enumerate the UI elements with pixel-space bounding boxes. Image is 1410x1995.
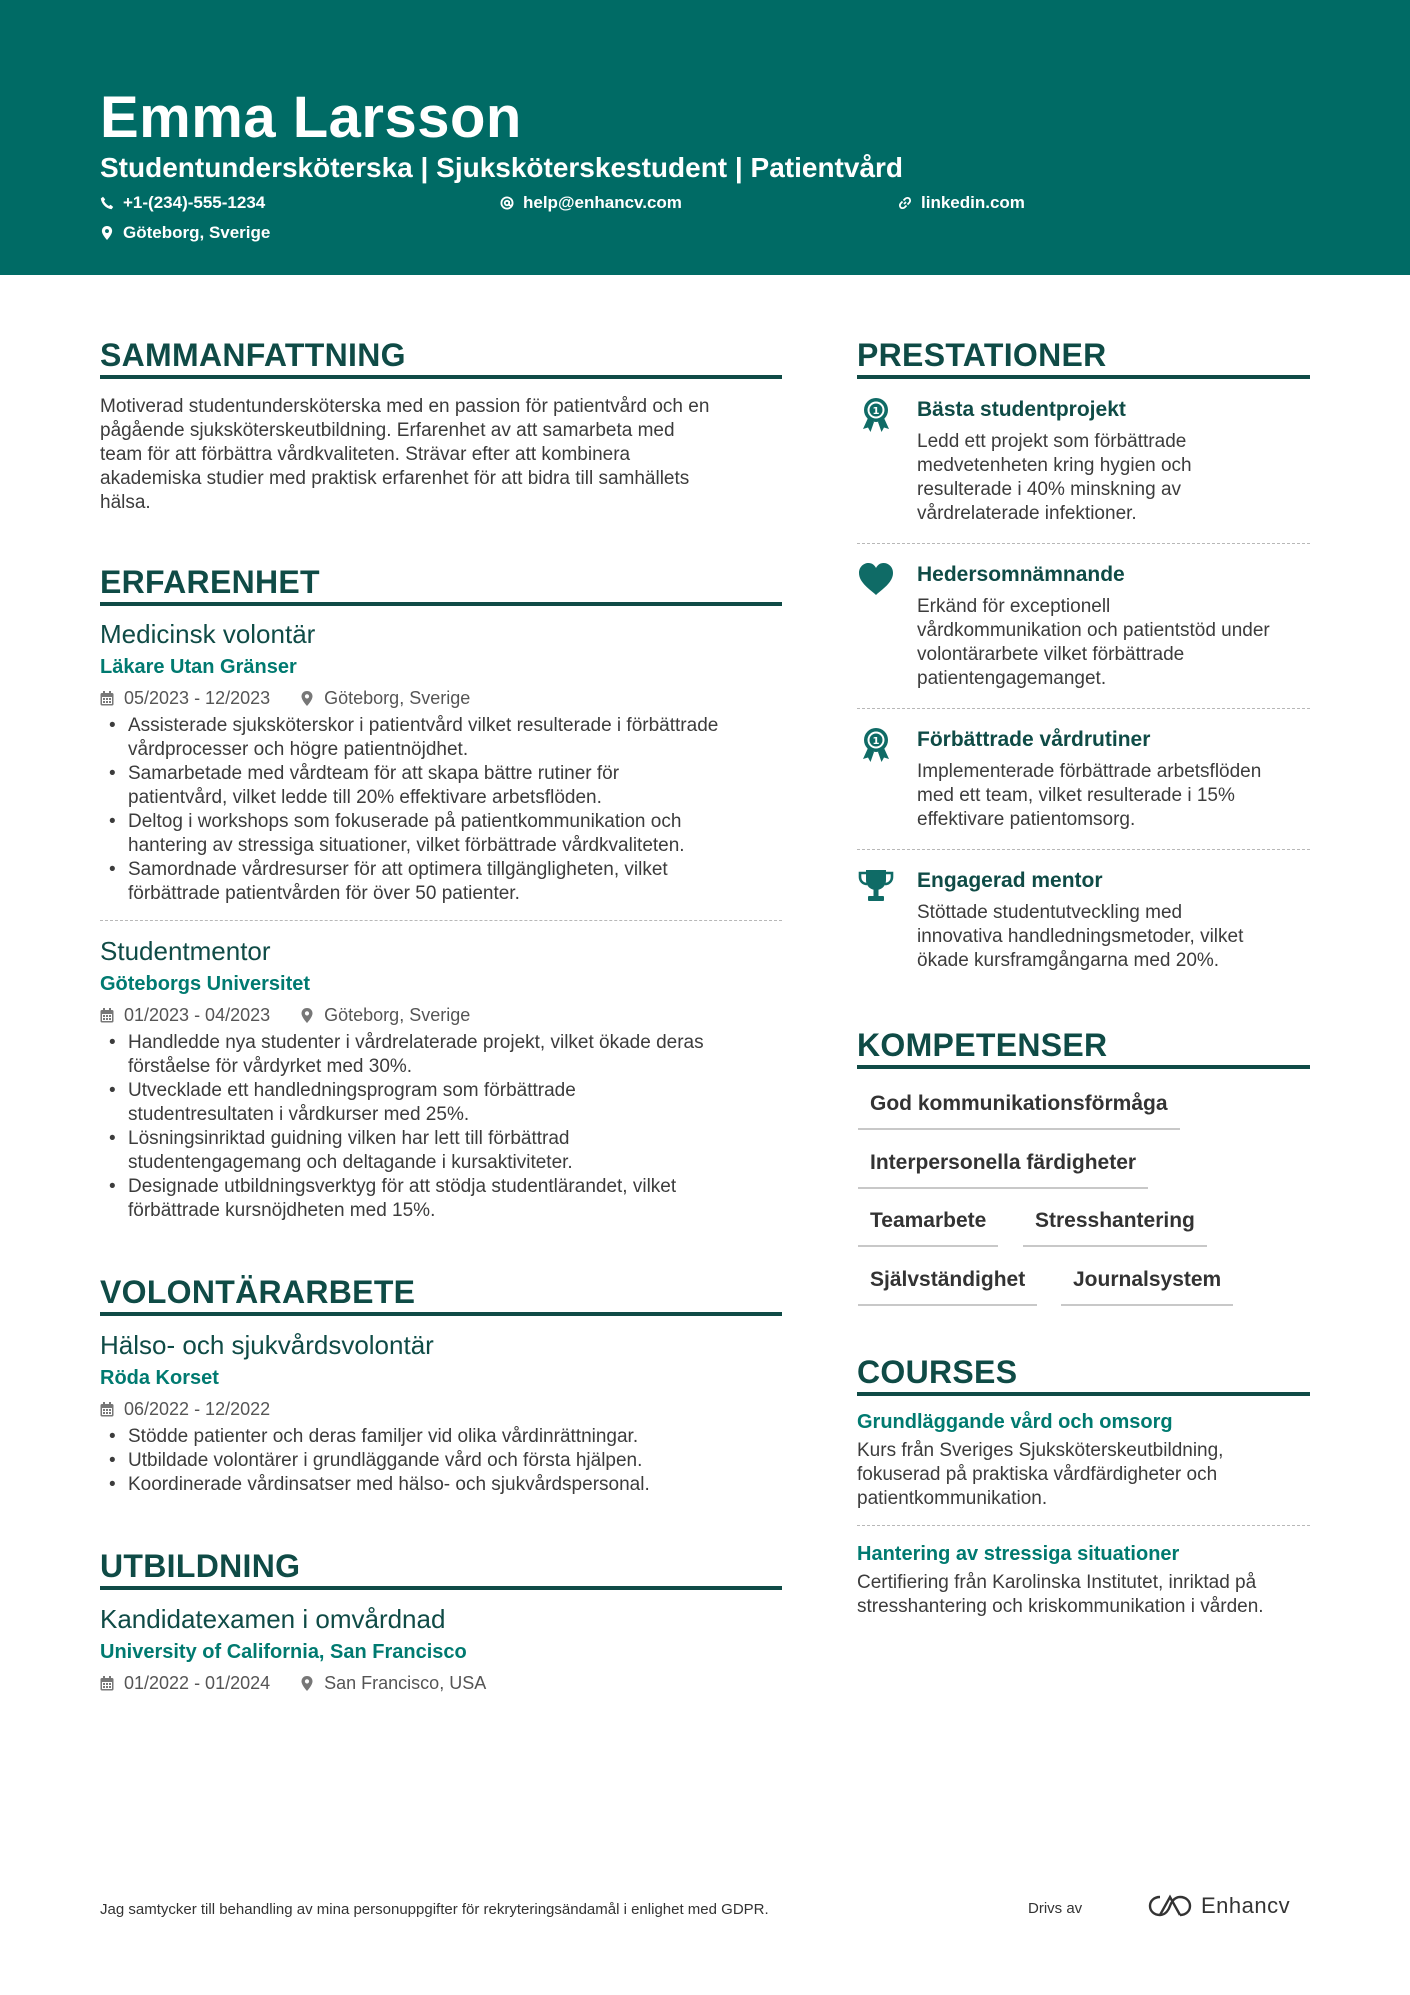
trophy-icon <box>857 867 895 905</box>
course-title: Grundläggande vård och omsorg <box>857 1411 1173 1433</box>
skill-tag: Journalsystem <box>1061 1266 1233 1306</box>
volunteer-bullets <box>100 1425 782 1497</box>
achievement-title: Bästa studentprojekt <box>917 398 1126 421</box>
phone-icon <box>100 196 114 210</box>
education-location: San Francisco, USA <box>324 1673 487 1693</box>
achievement-item <box>857 561 1310 697</box>
volunteer-meta <box>100 1397 782 1421</box>
location-pin-icon <box>300 1008 314 1023</box>
bullet-item: • Stödde patienter och deras familjer vid olika vårdinrättningar. <box>100 1425 782 1449</box>
experience-role: Studentmentor <box>100 936 271 966</box>
item-divider <box>857 708 1310 709</box>
location-pin-icon <box>300 1676 314 1691</box>
achievement-item <box>857 396 1310 532</box>
skills-rule <box>857 1065 1310 1069</box>
enhancv-logo-icon <box>1147 1893 1193 1919</box>
bullet-item: • Utvecklade ett handledningsprogram som förbättrade studentresultaten i vårdkurser med 25%. <box>100 1079 782 1127</box>
experience-bullets <box>100 714 782 906</box>
location-pin-icon <box>300 691 314 706</box>
contact-phone[interactable] <box>100 192 265 214</box>
item-divider <box>857 849 1310 850</box>
education-item <box>100 1603 782 1695</box>
achievements-heading: PRESTATIONER <box>857 337 1107 373</box>
course-description: Certifiering från Karolinska Institutet, inriktad på stresshantering och kriskommunikation i vården. <box>857 1572 1264 1617</box>
skill-tag: Stresshantering <box>1023 1207 1207 1247</box>
experience-role: Medicinsk volontär <box>100 619 316 649</box>
summary-heading: SAMMANFATTNING <box>100 337 406 373</box>
volunteer-item <box>100 1329 782 1497</box>
courses-rule <box>857 1392 1310 1396</box>
course-title: Hantering av stressiga situationer <box>857 1543 1180 1565</box>
volunteer-rule <box>100 1312 782 1316</box>
powered-by-label: Drivs av <box>1028 1900 1083 1917</box>
enhancv-wordmark: Enhancv <box>1201 1893 1291 1918</box>
bullet-item: • Lösningsinriktad guidning vilken har lett till förbättrad studentengagemang och deltagande i kursaktiviteter. <box>100 1127 782 1175</box>
achievement-description: Erkänd för exceptionell vårdkommunikation och patientstöd under volontärarbete vilket förbättrade patientengagemanget. <box>917 596 1270 689</box>
experience-org[interactable]: Läkare Utan Gränser <box>100 656 297 678</box>
skill-tag: Teamarbete <box>858 1207 998 1247</box>
experience-rule <box>100 602 782 606</box>
location-pin-icon <box>100 226 114 240</box>
item-divider <box>857 543 1310 544</box>
item-divider <box>100 920 782 921</box>
education-meta <box>100 1671 782 1695</box>
education-degree: Kandidatexamen i omvårdnad <box>100 1604 446 1634</box>
resume-header <box>0 0 1410 275</box>
skill-tag: God kommunikationsförmåga <box>858 1090 1180 1130</box>
experience-meta <box>100 1003 782 1027</box>
achievement-title: Hedersomnämnande <box>917 563 1125 586</box>
course-item <box>857 1541 1310 1619</box>
achievement-title: Förbättrade vårdrutiner <box>917 728 1151 751</box>
bullet-item: • Handledde nya studenter i vårdrelaterade projekt, vilket ökade deras förståelse för vårdyrket med 30%. <box>100 1031 782 1079</box>
education-school[interactable]: University of California, San Francisco <box>100 1641 467 1663</box>
experience-item <box>100 618 782 906</box>
experience-org[interactable]: Göteborgs Universitet <box>100 973 311 995</box>
location-text: Göteborg, Sverige <box>123 223 271 242</box>
candidate-title: Studentundersköterska | Sjuksköterskestudent | Patientvård <box>100 152 904 183</box>
linkedin-text: linkedin.com <box>921 193 1025 212</box>
experience-meta <box>100 686 782 710</box>
achievements-rule <box>857 375 1310 379</box>
experience-bullets <box>100 1031 782 1223</box>
experience-heading: ERFARENHET <box>100 564 320 600</box>
gdpr-consent: Jag samtycker till behandling av mina personuppgifter för rekryteringsändamål i enlighet med GDPR. <box>100 1901 769 1918</box>
achievement-description: Stöttade studentutveckling med innovativa handledningsmetoder, vilket ökade kursframgångarna med 20%. <box>917 902 1244 971</box>
volunteer-dates: 06/2022 - 12/2022 <box>124 1399 271 1419</box>
link-icon <box>898 196 912 210</box>
phone-text: +1-(234)-555-1234 <box>123 193 266 212</box>
summary-line: team för att förbättra vårdkvaliteten. Strävar efter att kombinera <box>100 444 631 465</box>
bullet-item: • Utbildade volontärer i grundläggande vård och första hjälpen. <box>100 1449 782 1473</box>
bullet-item: • Deltog i workshops som fokuserade på patientkommunikation och hantering av stressiga situationer, vilket förbättrade vårdkvaliteten. <box>100 810 782 858</box>
contact-location <box>100 222 270 244</box>
achievement-item <box>857 867 1310 979</box>
award-ribbon-icon <box>857 396 895 434</box>
skills-heading: KOMPETENSER <box>857 1027 1108 1063</box>
education-heading: UTBILDNING <box>100 1548 301 1584</box>
contact-email[interactable] <box>500 192 682 214</box>
volunteer-heading: VOLONTÄRARBETE <box>100 1274 416 1310</box>
calendar-icon <box>100 1676 114 1691</box>
experience-location: Göteborg, Sverige <box>324 688 471 708</box>
award-ribbon-icon <box>857 726 895 764</box>
achievement-description: Ledd ett projekt som förbättrade medvetenheten kring hygien och resulterade i 40% minskning av vårdrelaterade infektioner. <box>917 431 1192 524</box>
candidate-name: Emma Larsson <box>100 85 522 150</box>
experience-dates: 05/2023 - 12/2023 <box>124 688 271 708</box>
calendar-icon <box>100 1008 114 1023</box>
education-rule <box>100 1586 782 1590</box>
summary-line: akademiska studier med praktisk erfarenhet för att bidra till samhällets <box>100 468 690 489</box>
achievement-title: Engagerad mentor <box>917 869 1103 892</box>
course-item <box>857 1409 1310 1511</box>
summary-line: pågående sjuksköterskeutbildning. Erfarenhet av att samarbeta med <box>100 420 675 441</box>
email-text: help@enhancv.com <box>523 193 682 212</box>
experience-item <box>100 935 782 1223</box>
experience-dates: 01/2023 - 04/2023 <box>124 1005 271 1025</box>
achievement-description: Implementerade förbättrade arbetsflöden med ett team, vilket resulterade i 15% effektivare patientomsorg. <box>917 761 1262 830</box>
calendar-icon <box>100 1402 114 1417</box>
bullet-item: • Samordnade vårdresurser för att optimera tillgängligheten, vilket förbättrade patientvården för över 50 patienter. <box>100 858 782 906</box>
courses-heading: COURSES <box>857 1354 1018 1390</box>
at-icon <box>500 196 514 210</box>
volunteer-org[interactable]: Röda Korset <box>100 1367 219 1389</box>
contact-linkedin[interactable] <box>898 192 1025 214</box>
education-dates: 01/2022 - 01/2024 <box>124 1673 271 1693</box>
skill-tag: Självständighet <box>858 1266 1037 1306</box>
summary-line: hälsa. <box>100 492 151 513</box>
achievement-item <box>857 726 1310 838</box>
bullet-item: • Assisterade sjuksköterskor i patientvård vilket resulterade i förbättrade vårdprocesser och högre patientnöjdhet. <box>100 714 782 762</box>
item-divider <box>857 1525 1310 1526</box>
summary-line: Motiverad studentundersköterska med en passion för patientvård och en <box>100 396 710 417</box>
volunteer-role: Hälso- och sjukvårdsvolontär <box>100 1330 434 1360</box>
course-description: Kurs från Sveriges Sjuksköterskeutbildning, fokuserad på praktiska vårdfärdigheter och patientkommunikation. <box>857 1440 1224 1509</box>
bullet-item: • Koordinerade vårdinsatser med hälso- och sjukvårdspersonal. <box>100 1473 782 1497</box>
experience-location: Göteborg, Sverige <box>324 1005 471 1025</box>
skill-tag: Interpersonella färdigheter <box>858 1149 1148 1189</box>
calendar-icon <box>100 691 114 706</box>
enhancv-logo[interactable] <box>1147 1893 1290 1919</box>
bullet-item: • Designade utbildningsverktyg för att stödja studentlärandet, vilket förbättrade kursnöjdheten med 15%. <box>100 1175 782 1223</box>
bullet-item: • Samarbetade med vårdteam för att skapa bättre rutiner för patientvård, vilket ledde till 20% effektivare arbetsflöden. <box>100 762 782 810</box>
summary-rule <box>100 375 782 379</box>
summary-text <box>100 395 782 515</box>
heart-icon <box>857 561 895 599</box>
